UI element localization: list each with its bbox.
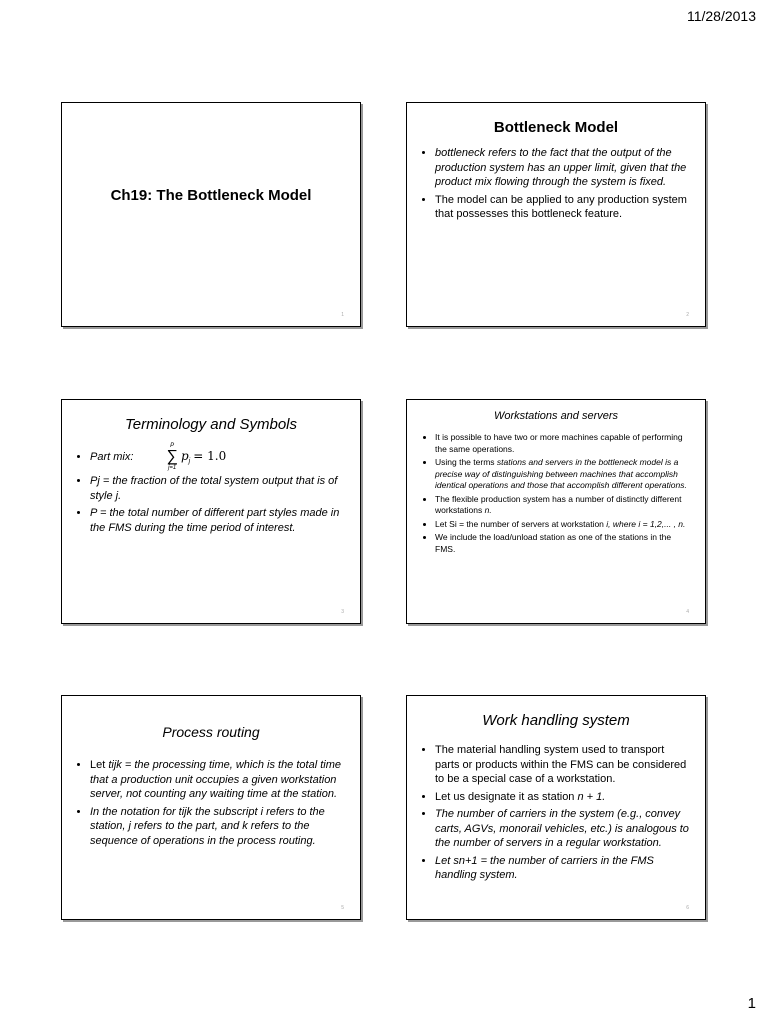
slide-1 xyxy=(61,102,361,327)
bullet-item: • The material handling system used to transport parts or products within the FMS can be considered to be a special case of a workstation. xyxy=(435,743,691,787)
bullet-text: Let xyxy=(90,759,109,771)
bullet-text-italic: i, where i = 1,2,... , n. xyxy=(606,518,686,529)
bullet-item: • bottleneck refers to the fact that the output of the production system has an upper limit, given that the product mix flowing through the system is fixed. xyxy=(435,146,691,190)
page-number: 1 xyxy=(747,995,756,1012)
bullet-item: • It is possible to have two or more machines capable of performing the same operations. xyxy=(435,432,691,455)
slide-title: Bottleneck Model xyxy=(493,119,619,136)
bullet-list xyxy=(421,743,691,883)
bullet-item: • The model can be applied to any production system that possesses this bottleneck feature. xyxy=(435,193,691,222)
bullet-item: • P = the total number of different part styles made in the FMS during the time period of interest. xyxy=(90,506,346,535)
formula-term: p xyxy=(180,448,189,463)
slide-2 xyxy=(406,102,706,327)
bullet-item xyxy=(435,457,691,492)
bullet-item xyxy=(90,443,346,471)
slide-number: 4 xyxy=(686,609,689,615)
slide-number: 5 xyxy=(341,905,344,911)
slide-3 xyxy=(61,399,361,624)
bullet-text-italic: stations and servers in the bottleneck model is a precise way of distinguishing between machines that accomplish identical operations and those that accomplish different operations. xyxy=(435,457,687,490)
bullet-text-italic: n. xyxy=(484,505,492,515)
formula-term-subscript: j xyxy=(188,458,191,466)
slide-title: Process routing xyxy=(162,724,260,740)
slide-5 xyxy=(61,695,361,920)
bullet-item: • In the notation for tijk the subscript i refers to the station, j refers to the part, and k refers to the sequence of operations in the process routing. xyxy=(90,805,346,849)
slide-number: 2 xyxy=(686,312,689,318)
slide-title: Terminology and Symbols xyxy=(124,416,298,433)
part-mix-formula xyxy=(166,443,226,471)
bullet-item: • Let sn+1 = the number of carriers in the FMS handling system. xyxy=(435,854,691,883)
bullet-list xyxy=(76,443,346,535)
bullet-item xyxy=(90,758,346,802)
summation-icon: ∑ xyxy=(166,448,178,465)
formula-lower-limit: j=1 xyxy=(168,465,177,471)
bullet-list xyxy=(421,146,691,222)
bullet-text: Using the terms xyxy=(435,457,497,467)
formula-rhs: = 1.0 xyxy=(193,448,227,463)
bullet-item xyxy=(435,519,691,531)
bullet-text-italic: tijk = the processing time, which is the total time that a production unit occupies a given workstation server, not counting any waiting time at the station. xyxy=(90,759,341,800)
bullet-item: • We include the load/unload station as one of the stations in the FMS. xyxy=(435,532,691,555)
bullet-text: Let Si = the number of servers at workstation xyxy=(435,518,607,529)
slide-title: Work handling system xyxy=(482,712,630,729)
page-date: 11/28/2013 xyxy=(686,8,756,24)
slide-number: 1 xyxy=(341,312,344,318)
slide-title: Ch19: The Bottleneck Model xyxy=(110,187,312,204)
slide-4 xyxy=(406,399,706,624)
bullet-text: Let us designate it as station xyxy=(435,790,578,803)
bullet-list xyxy=(76,758,346,848)
bullet-item: • The number of carriers in the system (e.g., convey carts, AGVs, monorail vehicles, etc.) is analogous to the number of servers in a regular workstation. xyxy=(435,807,691,851)
slide-number: 3 xyxy=(341,609,344,615)
bullet-item: • Pj = the fraction of the total system output that is of style j. xyxy=(90,474,346,503)
bullet-text: The flexible production system has a number of distinctly different workstations xyxy=(435,493,682,515)
bullet-item xyxy=(435,494,691,517)
slide-6 xyxy=(406,695,706,920)
bullet-item xyxy=(435,790,691,805)
slide-number: 6 xyxy=(686,905,689,911)
bullet-list xyxy=(421,432,691,555)
bullet-text-italic: n + 1. xyxy=(577,790,606,803)
slide-title: Workstations and servers xyxy=(493,410,619,422)
formula-upper-limit: P xyxy=(170,443,175,449)
bullet-text: Part mix: xyxy=(90,450,134,463)
